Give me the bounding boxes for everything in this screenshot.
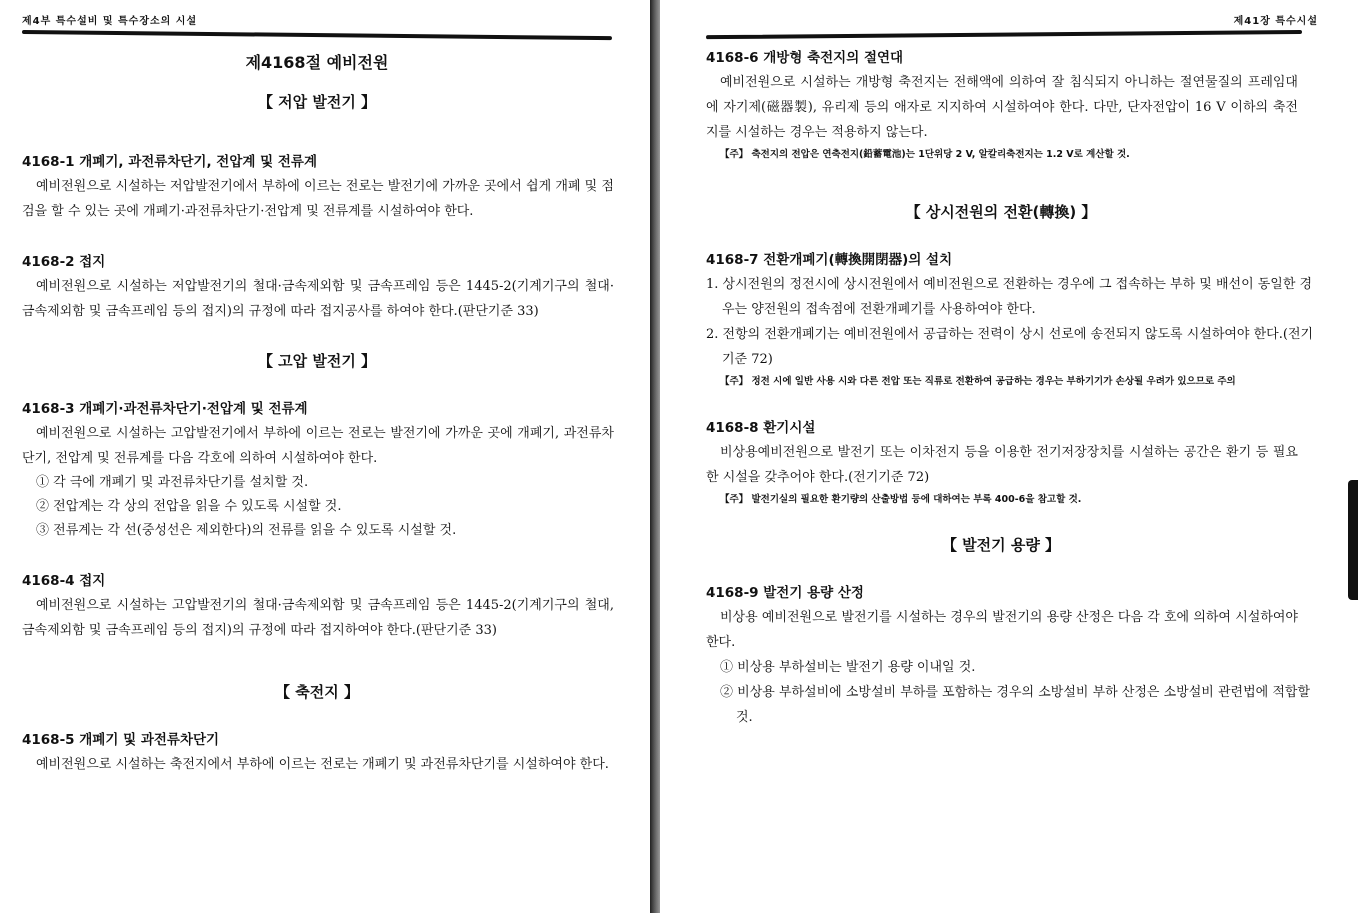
heading-low-voltage-generator: 【 저압 발전기 】 — [257, 93, 377, 111]
section-4168-4-body: 예비전원으로 시설하는 고압발전기의 철대·금속제외함 및 금속프레임 등은 1445-2(기계기구의 철대, 금속제외함 및 금속프레임 등의 접지)의 규정에 따라 접지하여야 한다.(판단기준 33) — [22, 598, 614, 638]
section-4168-5-body: 예비전원으로 시설하는 축전지에서 부하에 이르는 전로는 개폐기 및 과전류차단기를 시설하여야 한다. — [36, 757, 609, 772]
list-item: ② 전압계는 각 상의 전압을 읽을 수 있도록 시설할 것. — [36, 499, 342, 514]
note-4168-6: 【주】 축전지의 전압은 연축전지(鉛蓄電池)는 1단위당 2 V, 알칼리축전지는 1.2 V로 계산할 것. — [720, 149, 1130, 160]
section-4168-6-body: 예비전원으로 시설하는 개방형 축전지는 전해액에 의하여 잘 침식되지 아니하는 절연물질의 프레임대에 자기제(磁器製), 유리제 등의 애자로 지지하여 시설하여야 한다. 다만, 단자전압이 16 V 이하의 축전지를 시설하는 경우는 적용하지 않는다. — [706, 75, 1298, 140]
note-4168-8: 【주】 발전기실의 필요한 환기량의 산출방법 등에 대하여는 부록 400-6을 참고할 것. — [720, 494, 1082, 505]
list-item: ① 각 극에 개폐기 및 과전류차단기를 설치할 것. — [36, 475, 309, 490]
section-4168-7-title: 4168-7 전환개폐기(轉換開閉器)의 설치 — [706, 252, 953, 268]
section-4168-8-body: 비상용예비전원으로 발전기 또는 이차전지 등을 이용한 전기저장장치를 시설하는 공간은 환기 등 필요한 시설을 갖추어야 한다.(전기기준 72) — [706, 445, 1298, 485]
page-edge-tab — [1348, 480, 1358, 600]
list-item: ② 비상용 부하설비에 소방설비 부하를 포함하는 경우의 소방설비 부하 산정은 소방설비 관련법에 적합할 것. — [720, 685, 1311, 725]
section-4168-3-body: 예비전원으로 시설하는 고압발전기에서 부하에 이르는 전로는 발전기에 가까운 곳에 개폐기, 과전류차단기, 전압계 및 전류계를 다음 각호에 의하여 시설하여야 한다. — [22, 426, 614, 466]
book-spine-gutter — [650, 0, 660, 913]
heading-power-switchover: 【 상시전원의 전환(轉換) 】 — [905, 203, 1097, 221]
section-4168-9-body: 비상용 예비전원으로 발전기를 시설하는 경우의 발전기의 용량 산정은 다음 각 호에 의하여 시설하여야 한다. — [706, 610, 1298, 650]
chapter-title: 제4168절 예비전원 — [245, 53, 389, 72]
left-page — [0, 0, 650, 913]
heading-generator-capacity: 【 발전기 용량 】 — [941, 536, 1061, 554]
section-4168-5-title: 4168-5 개폐기 및 과전류차단기 — [22, 732, 220, 748]
section-4168-2-body: 예비전원으로 시설하는 저압발전기의 철대·금속제외함 및 금속프레임 등은 1445-2(기계기구의 철대·금속제외함 및 금속프레임 등의 접지)의 규정에 따라 접지공사를 하여야 한다.(판단기준 33) — [22, 279, 614, 319]
heading-battery: 【 축전지 】 — [275, 683, 359, 701]
section-4168-9-title: 4168-9 발전기 용량 산정 — [706, 585, 864, 601]
section-4168-6-title: 4168-6 개방형 축전지의 절연대 — [706, 50, 904, 66]
list-item: 1. 상시전원의 정전시에 상시전원에서 예비전원으로 전환하는 경우에 그 접속하는 부하 및 배선이 동일한 경우는 양전원의 접속점에 전환개폐기를 사용하여야 한다. — [706, 277, 1313, 317]
section-4168-3-title: 4168-3 개폐기·과전류차단기·전압계 및 전류계 — [22, 401, 308, 417]
header-rule-left — [22, 30, 612, 40]
section-4168-2-title: 4168-2 접지 — [22, 254, 106, 270]
section-4168-4-title: 4168-4 접지 — [22, 573, 106, 589]
heading-high-voltage-generator: 【 고압 발전기 】 — [257, 352, 377, 370]
note-4168-7: 【주】 정전 시에 일반 사용 시와 다른 전압 또는 직류로 전환하여 공급하는 경우는 부하기기가 손상될 우려가 있으므로 주의 — [720, 376, 1236, 387]
running-head-right: 제41장 특수시설 — [1233, 16, 1318, 27]
list-item: ③ 전류계는 각 선(중성선은 제외한다)의 전류를 읽을 수 있도록 시설할 것. — [36, 523, 457, 538]
section-4168-1-title: 4168-1 개폐기, 과전류차단기, 전압계 및 전류계 — [22, 154, 317, 170]
list-item: ① 비상용 부하설비는 발전기 용량 이내일 것. — [720, 660, 976, 675]
running-head-left: 제4부 특수설비 및 특수장소의 시설 — [22, 16, 198, 27]
right-page — [660, 0, 1358, 913]
section-4168-8-title: 4168-8 환기시설 — [706, 420, 816, 436]
list-item: 2. 전항의 전환개폐기는 예비전원에서 공급하는 전력이 상시 선로에 송전되지 않도록 시설하여야 한다.(전기기준 72) — [706, 327, 1314, 367]
section-4168-1-body: 예비전원으로 시설하는 저압발전기에서 부하에 이르는 전로는 발전기에 가까운 곳에서 쉽게 개폐 및 점검을 할 수 있는 곳에 개폐기·과전류차단기·전압계 및 전류계를 시설하여야 한다. — [22, 179, 614, 219]
